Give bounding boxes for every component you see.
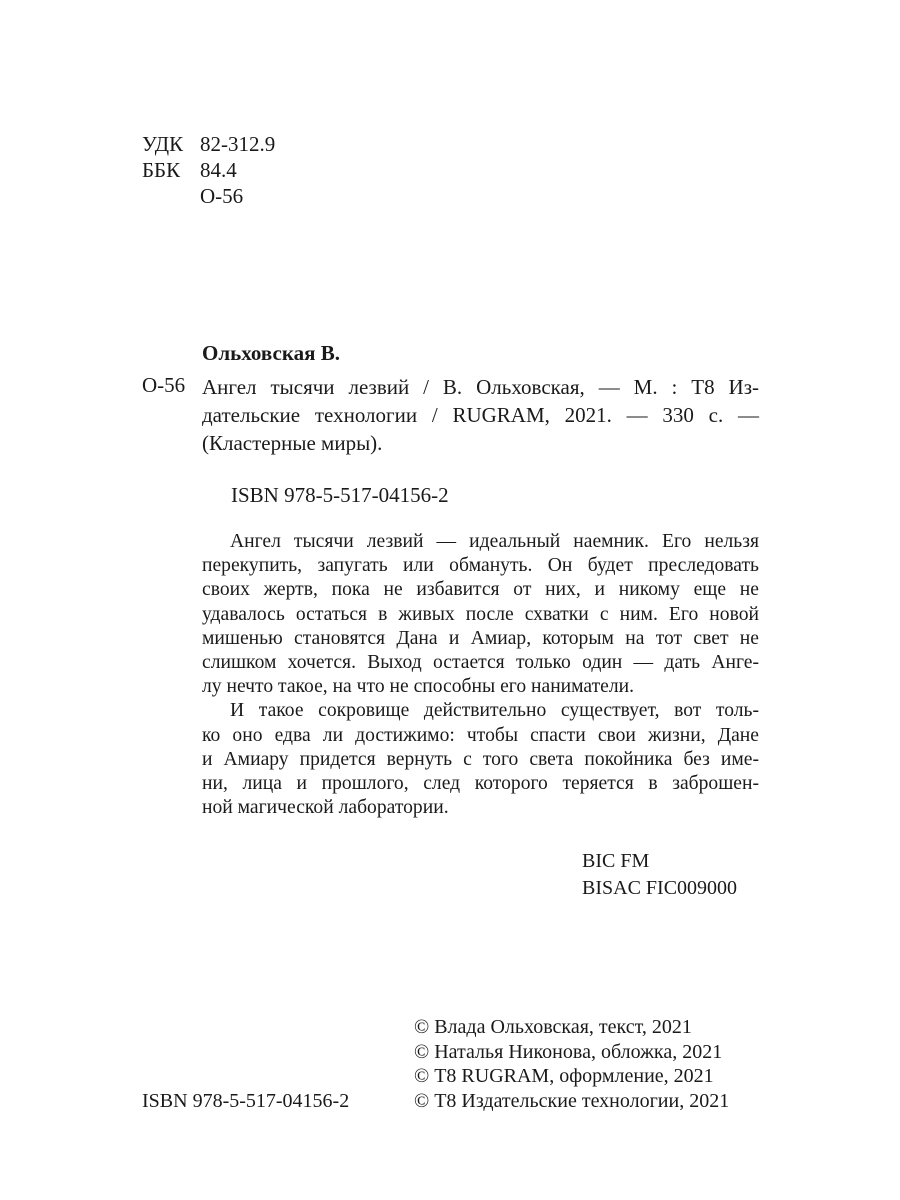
- subject-codes: [582, 848, 737, 902]
- copyright-block: [414, 1015, 729, 1113]
- annotation-line: и Амиару придется вернуть с того света покойника без име-: [202, 748, 759, 770]
- author-name: Ольховская В.: [202, 341, 340, 365]
- catalog-code: О-56: [142, 373, 186, 397]
- biblio-line: дательские технологии / RUGRAM, 2021. — 330 с. —: [202, 403, 759, 427]
- copyright-line: © Наталья Никонова, обложка, 2021: [414, 1040, 723, 1063]
- bbk-value: 84.4: [200, 158, 237, 182]
- biblio-line: Ангел тысячи лезвий / В. Ольховская, — М. : Т8 Из-: [202, 375, 759, 399]
- annotation-line: И такое сокровище действительно существует, вот толь-: [230, 700, 759, 722]
- isbn-footer: ISBN 978-5-517-04156-2: [142, 1090, 350, 1112]
- annotation-line: лу нечто такое, на что не способны его наниматели.: [202, 676, 635, 698]
- annotation-line: своих жертв, пока не избавится от них, и никому еще не: [202, 579, 759, 601]
- copyright-line: © Т8 RUGRAM, оформление, 2021: [414, 1065, 714, 1087]
- bbk-label: ББК: [142, 158, 181, 182]
- udk-value: 82-312.9: [200, 132, 276, 156]
- author-mark-row: [142, 183, 275, 209]
- annotation-line: ко оно едва ли достижимо: чтобы спасти свои жизни, Дане: [202, 724, 759, 746]
- annotation-line: ни, лица и прошлого, след которого теряется в заброшен-: [202, 773, 759, 795]
- bic-code: BIC FM: [582, 850, 650, 872]
- isbn-record: ISBN 978-5-517-04156-2: [231, 483, 449, 507]
- classification-block: [142, 131, 275, 209]
- annotation: [202, 530, 759, 820]
- udk-row: [142, 131, 275, 157]
- annotation-line: удавалось остаться в живых после схватки с ним. Его новой: [202, 603, 759, 625]
- author-mark: О-56: [200, 184, 244, 208]
- annotation-line: мишенью становятся Дана и Амиар, которым на тот свет не: [202, 627, 759, 649]
- copyright-line: © Т8 Издательские технологии, 2021: [414, 1089, 730, 1112]
- copyright-line: © Влада Ольховская, текст, 2021: [414, 1016, 692, 1038]
- annotation-line: Ангел тысячи лезвий — идеальный наемник. Его нельзя: [230, 531, 759, 552]
- bbk-row: [142, 157, 275, 183]
- annotation-line: ной магической лаборатории.: [202, 797, 449, 819]
- bibliographic-description: [202, 373, 759, 457]
- udk-label: УДК: [142, 132, 184, 156]
- annotation-line: слишком хочется. Выход остается только один — дать Анге-: [202, 652, 759, 674]
- annotation-line: перекупить, запугать или обмануть. Он будет преследовать: [202, 555, 759, 577]
- biblio-line: (Кластерные миры).: [202, 431, 383, 455]
- bisac-code: BISAC FIC009000: [582, 877, 738, 899]
